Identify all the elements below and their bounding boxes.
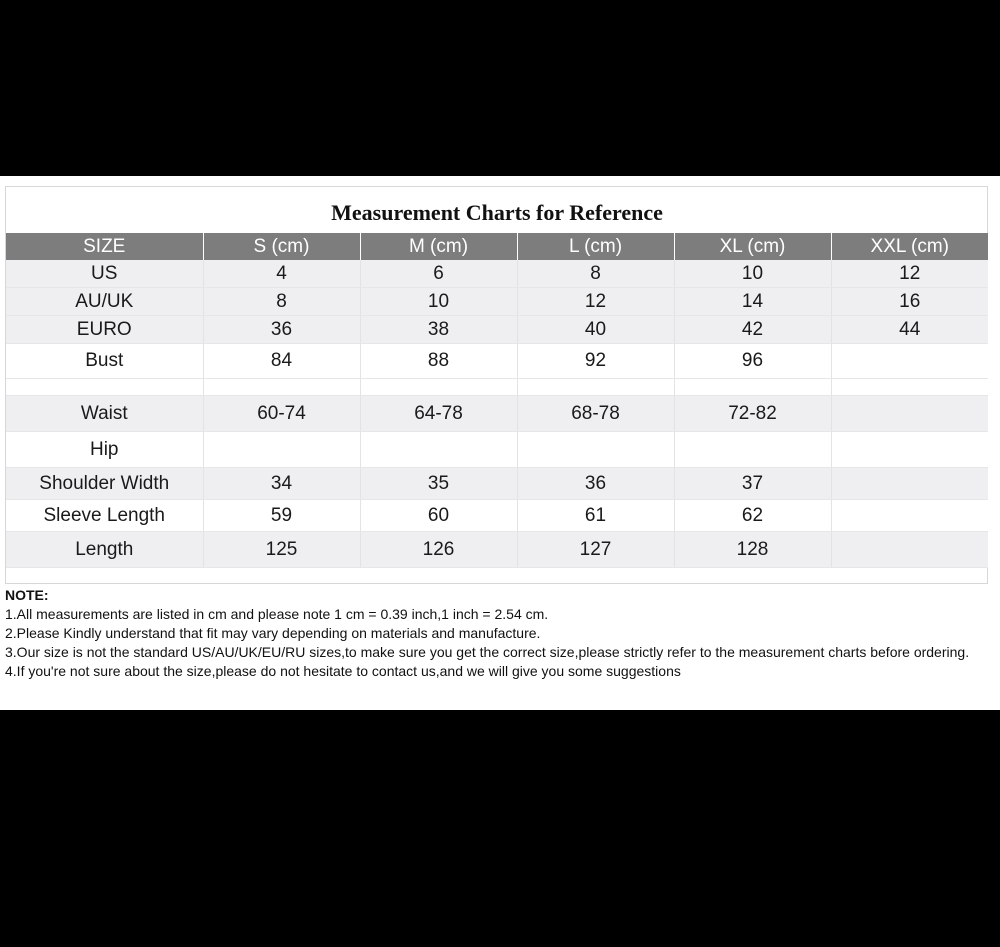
cell: 36 [203,316,360,344]
header-xxl: XXL (cm) [831,233,988,260]
header-size: SIZE [6,233,203,260]
cell: 96 [674,344,831,379]
header-s: S (cm) [203,233,360,260]
note-line-4: 4.If you're not sure about the size,please do not hesitate to contact us,and we will give you some suggestions [5,663,681,679]
cell [360,432,517,468]
cell: 14 [674,288,831,316]
cell: 6 [360,260,517,288]
cell [203,432,360,468]
row-label: US [6,260,203,288]
size-chart-sheet [0,176,1000,710]
row-euro [6,316,988,344]
row-waist [6,396,988,432]
row-au-uk [6,288,988,316]
cell: 60 [360,500,517,532]
cell: 40 [517,316,674,344]
cell: 62 [674,500,831,532]
cell: 10 [360,288,517,316]
cell: 10 [674,260,831,288]
cell [674,379,831,396]
cell [517,432,674,468]
row-hip [6,432,988,468]
cell: 88 [360,344,517,379]
cell [831,432,988,468]
cell: 72-82 [674,396,831,432]
cell: 12 [517,288,674,316]
notes-heading: NOTE: [5,587,49,603]
row-label: Shoulder Width [6,468,203,500]
row-label: Waist [6,396,203,432]
cell [831,468,988,500]
cell: 12 [831,260,988,288]
row-length [6,532,988,568]
cell: 64-78 [360,396,517,432]
size-table [6,233,988,568]
cell: 38 [360,316,517,344]
cell: 128 [674,532,831,568]
cell [831,379,988,396]
cell: 60-74 [203,396,360,432]
cell [831,396,988,432]
row-bust [6,344,988,379]
cell: 92 [517,344,674,379]
cell: 126 [360,532,517,568]
row-us [6,260,988,288]
row-label: Length [6,532,203,568]
cell: 8 [517,260,674,288]
row-sleeve-length [6,500,988,532]
row-label [6,379,203,396]
row-label: Bust [6,344,203,379]
cell: 61 [517,500,674,532]
row-shoulder-width [6,468,988,500]
row-label: AU/UK [6,288,203,316]
header-m: M (cm) [360,233,517,260]
cell [831,532,988,568]
notes-section [5,586,995,681]
cell [517,379,674,396]
cell: 34 [203,468,360,500]
cell: 84 [203,344,360,379]
cell: 68-78 [517,396,674,432]
header-l: L (cm) [517,233,674,260]
row-label: Sleeve Length [6,500,203,532]
cell: 125 [203,532,360,568]
cell: 127 [517,532,674,568]
note-line-1: 1.All measurements are listed in cm and please note 1 cm = 0.39 inch,1 inch = 2.54 cm. [5,606,549,622]
row-spacer [6,379,988,396]
cell [203,379,360,396]
header-row [6,233,988,260]
row-label: Hip [6,432,203,468]
cell: 59 [203,500,360,532]
cell: 35 [360,468,517,500]
chart-title: Measurement Charts for Reference [331,200,663,225]
cell: 4 [203,260,360,288]
note-line-3: 3.Our size is not the standard US/AU/UK/EU/RU sizes,to make sure you get the correct size,please strictly refer to the measurement charts before ordering. [5,644,970,660]
cell: 42 [674,316,831,344]
note-line-2: 2.Please Kindly understand that fit may vary depending on materials and manufacture. [5,625,541,641]
cell: 16 [831,288,988,316]
cell [831,344,988,379]
row-label: EURO [6,316,203,344]
header-xl: XL (cm) [674,233,831,260]
cell: 44 [831,316,988,344]
cell: 8 [203,288,360,316]
cell: 37 [674,468,831,500]
cell: 36 [517,468,674,500]
cell [674,432,831,468]
cell [360,379,517,396]
cell [831,500,988,532]
